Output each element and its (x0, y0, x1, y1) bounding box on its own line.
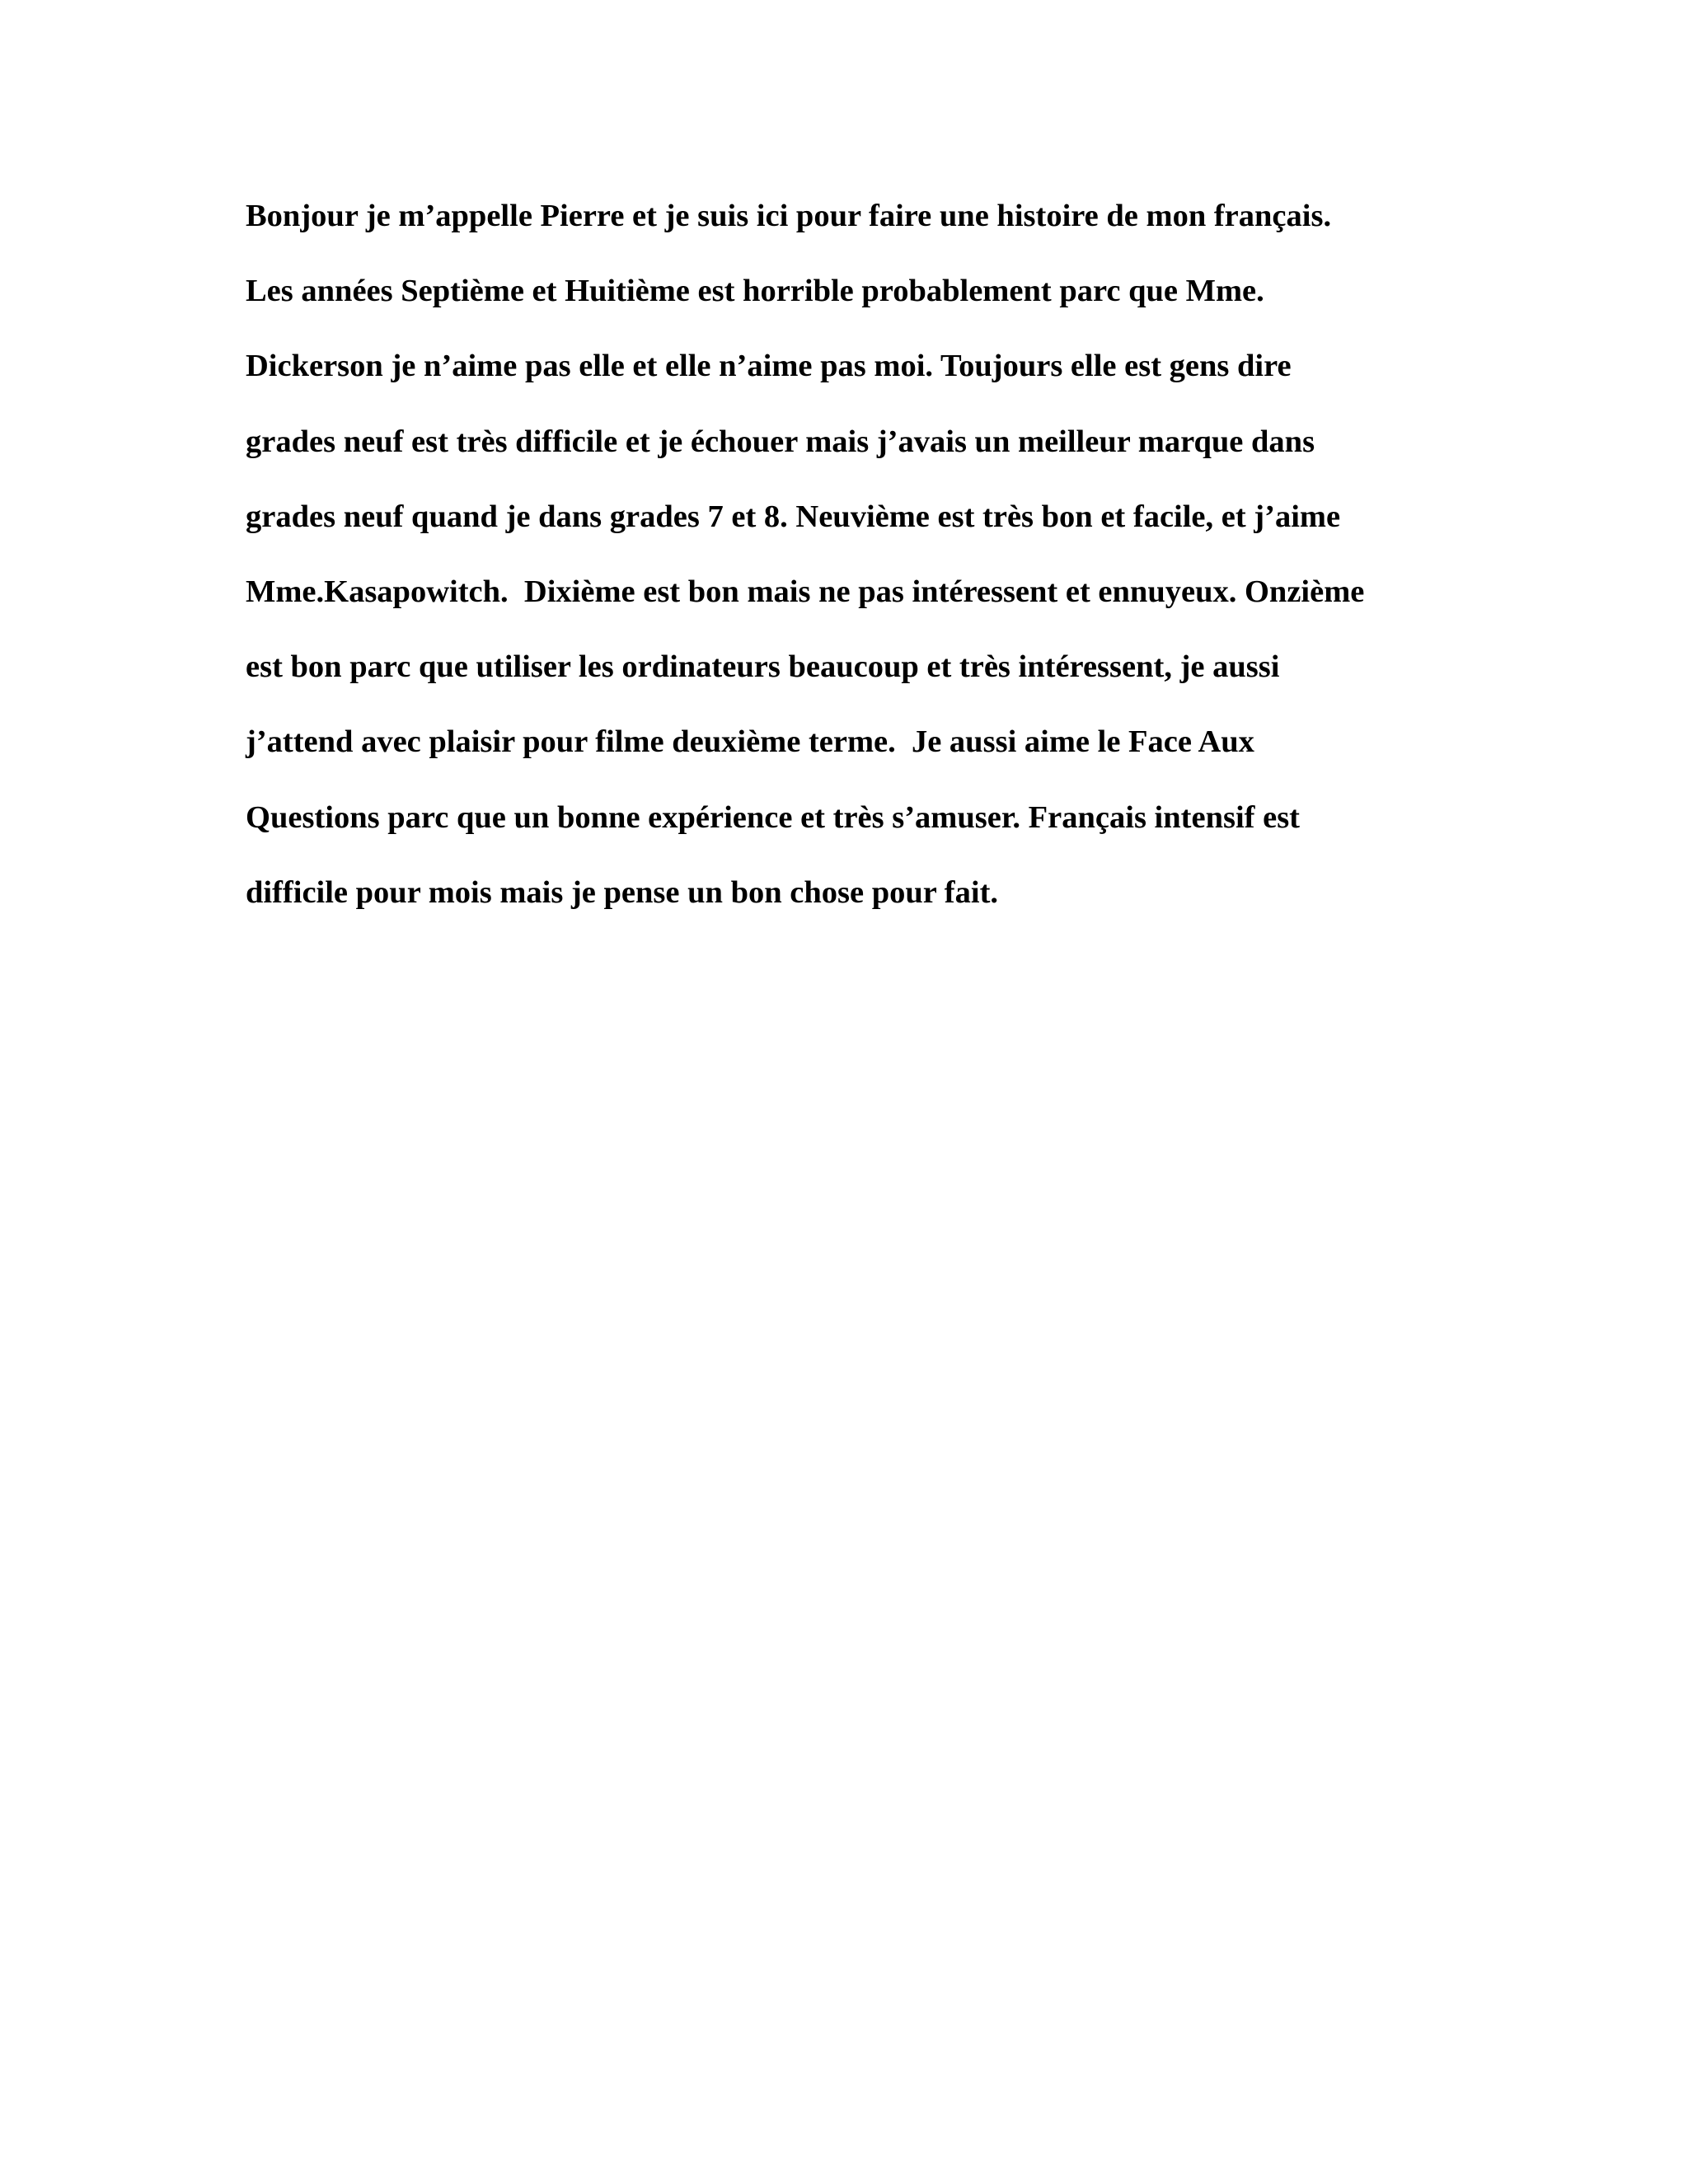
text-line: Les années Septième et Huitième est horrible probablement parc que Mme. (246, 274, 1264, 309)
text-line: Bonjour je m’appelle Pierre et je suis ici pour faire une histoire de mon français. (246, 199, 1332, 233)
text-line: j’attend avec plaisir pour filme deuxième terme. Je aussi aime le Face Aux (246, 724, 1254, 760)
text-line: difficile pour mois mais je pense un bon chose pour fait. (246, 874, 999, 910)
text-line: grades neuf est très difficile et je échouer mais j’avais un meilleur marque dans (246, 424, 1315, 459)
text-line: grades neuf quand je dans grades 7 et 8. Neuvième est très bon et facile, et j’aime (246, 499, 1341, 534)
text-line: Questions parc que un bonne expérience et très s’amuser. Français intensif est (246, 799, 1300, 835)
text-line: Mme.Kasapowitch. Dixième est bon mais ne pas intéressent et ennuyeux. Onzième (246, 574, 1365, 609)
body-paragraph (246, 190, 1449, 941)
text-line: est bon parc que utiliser les ordinateurs beaucoup et très intéressent, je aussi (246, 649, 1280, 685)
text-line: Dickerson je n’aime pas elle et elle n’aime pas moi. Toujours elle est gens dire (246, 349, 1292, 384)
